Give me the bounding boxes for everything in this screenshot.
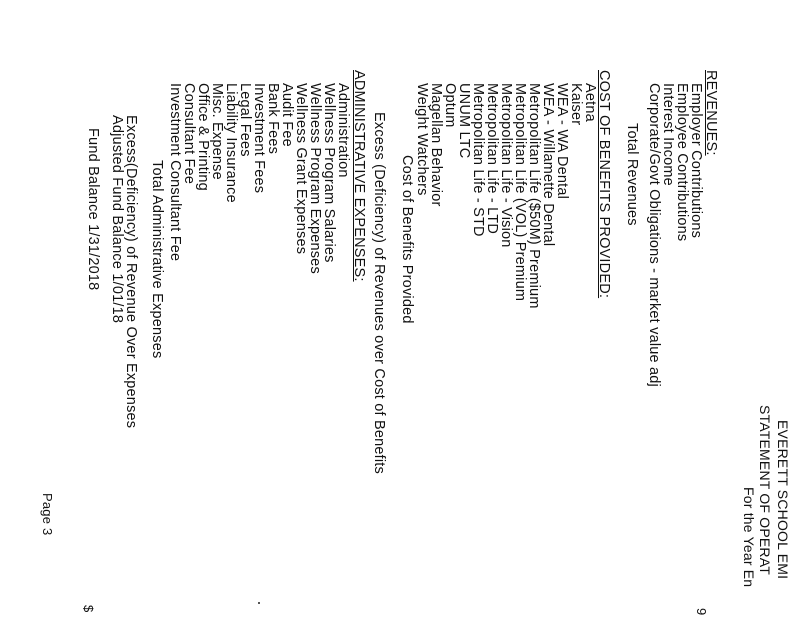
admin-item: Consultant Fee [181,83,197,185]
benefit-item: UNUM LTC [456,83,472,159]
top-edge-mark: 9 [694,608,709,616]
excess-over-benefits-label: Excess (Deficiency) of Revenues over Cost of Benefits [371,112,387,474]
benefit-item: Weight Watchers [414,83,430,196]
benefit-item: Kaiser [568,83,584,126]
admin-item: Wellness Grant Expenses [293,83,309,255]
benefit-item: WEA - Willamette Dental [540,83,556,247]
report-title-line-1: EVERETT SCHOOL EMI [775,420,791,580]
benefit-item: Metropolitan Life - Vision [498,83,514,248]
admin-item: Legal Fees [237,83,253,157]
report-title-line-2: STATEMENT OF OPERAT [757,405,773,575]
admin-item: Wellness Program Salaries [321,83,337,263]
benefit-item: WEA - WA Dental [554,83,570,200]
fund-balance-label: Fund Balance 1/31/2018 [85,128,101,291]
benefit-item: Magellan Behavior [428,83,444,207]
revenue-item-employee-contributions: Employee Contributions [674,83,690,242]
adjusted-fund-balance-label: Adjusted Fund Balance 1/01/18 [109,115,125,324]
admin-item: Liability Insurance [223,83,239,203]
admin-item: Audit Fee [279,83,295,147]
revenues-heading: REVENUES: [703,70,719,156]
revenue-item-interest-income: Interest Income [660,83,676,186]
benefit-item: Metropolitan Life ($50M) Premium [526,83,542,309]
benefit-item: Metropolitan Life - LTD [484,83,500,235]
admin-expenses-heading: ADMINISTRATIVE EXPENSES: [351,70,367,282]
cost-of-benefits-total-label: Cost of Benefits Provided [399,155,415,324]
admin-item: Investment Fees [251,83,267,194]
admin-item: Misc. Expense [209,83,225,180]
benefit-item: Metropolitan Life - STD [470,83,486,237]
report-title-line-3: For the Year En [741,487,757,588]
speck-mark [258,602,260,604]
dollar-sign-mark: $ [81,605,96,613]
revenue-item-market-value-adj: Corporate/Govt Obligations - market value adj [646,83,662,387]
benefit-item: Optum [442,83,458,128]
admin-item: Investment Consultant Fee [167,83,183,262]
admin-item: Bank Fees [265,83,281,155]
admin-item: Administration [335,83,351,178]
page-number: Page 3 [40,493,55,536]
total-revenues-label: Total Revenues [624,123,640,226]
excess-revenue-over-expenses-label: Excess(Deficiency) of Revenue Over Expenses [123,115,139,429]
benefit-item: Aetna [582,83,598,122]
benefit-item: Metropolitan Life (VOL) Premium [512,83,528,302]
admin-item: Office & Printing [195,83,211,191]
admin-item: Wellness Program Expenses [307,83,323,274]
revenue-item-employer-contributions: Employer Contributions [688,83,704,239]
total-admin-expenses-label: Total Administrative Expenses [149,160,165,359]
benefits-heading: COST OF BENEFITS PROVIDED: [596,70,612,299]
